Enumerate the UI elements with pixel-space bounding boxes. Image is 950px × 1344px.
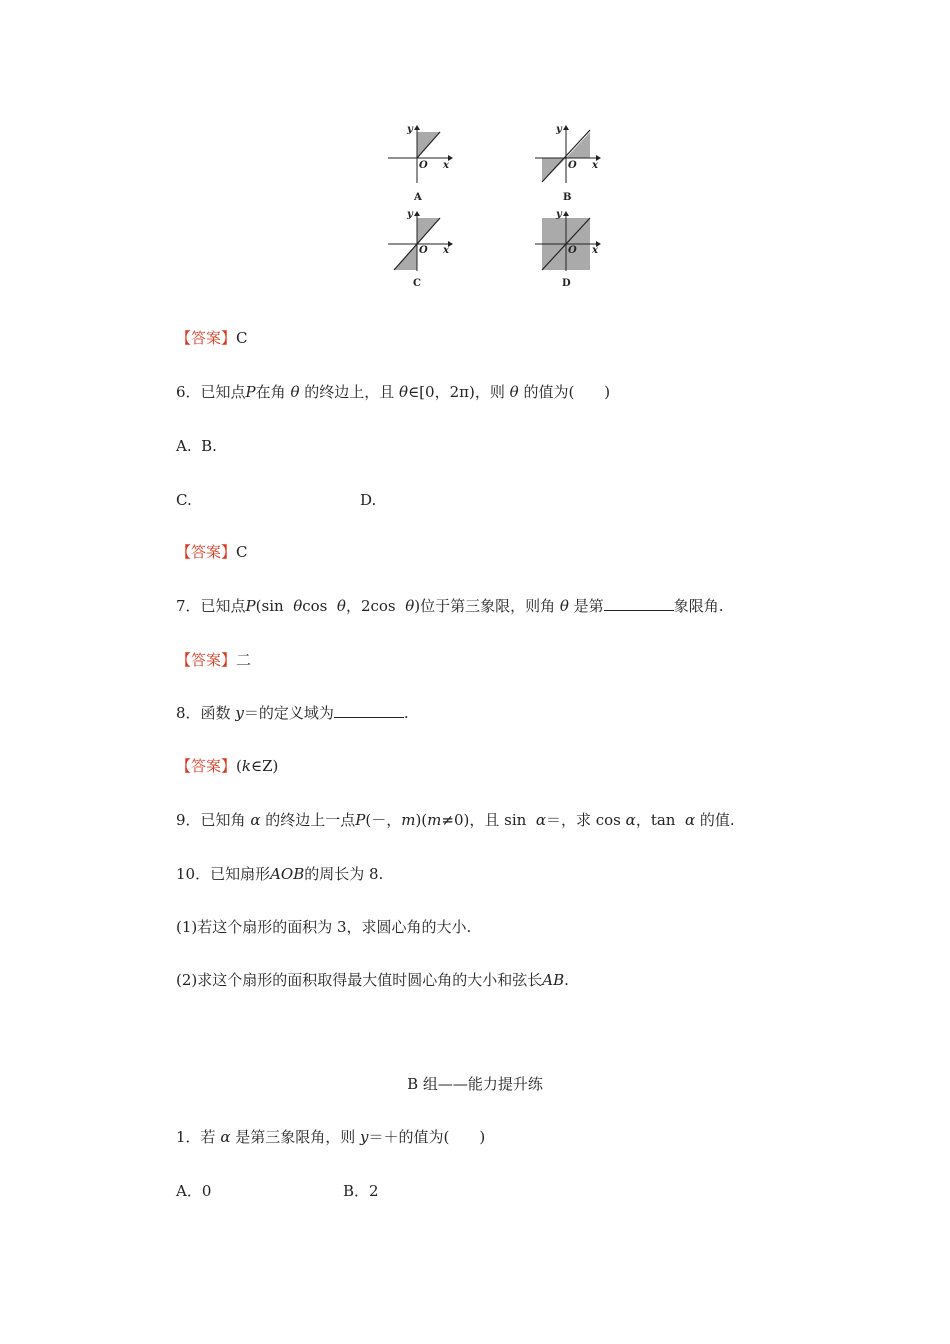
q6-text: 在角: [255, 383, 286, 401]
q7-text: cos: [302, 597, 328, 615]
answer-tag: 【答案】: [176, 329, 237, 347]
q9-text: (－，: [365, 811, 402, 829]
panel-d-y-label: y: [556, 209, 562, 220]
q6-answer: [176, 542, 248, 562]
q7-text: )位于第三象限，则角: [414, 597, 556, 615]
q5-answer: [176, 328, 248, 348]
q6-options-ab: [176, 436, 217, 456]
panel-d-graph: [535, 211, 601, 271]
question-9: [176, 810, 735, 830]
q10-chord-name: AB: [542, 971, 565, 989]
q7-text: ，2cos: [345, 597, 396, 615]
q6-point-p: P: [245, 383, 256, 401]
q6-option-b: B.: [201, 437, 217, 455]
q6-text: 6．已知点: [176, 383, 246, 401]
panel-c-graph: [388, 211, 453, 271]
answer-value: C: [236, 329, 248, 347]
panel-c-label: C: [413, 278, 421, 289]
q9-text: 的终边上一点: [265, 811, 356, 829]
question-b1: [176, 1127, 485, 1147]
q9-alpha: α: [625, 811, 636, 829]
q8-text: 8．函数: [176, 704, 231, 722]
q6-option-c-line: [176, 490, 192, 510]
question-10: [176, 864, 383, 884]
section-title-text: B 组——能力提升练: [407, 1075, 543, 1093]
answer-var-k: k: [241, 757, 251, 775]
panel-a-origin-label: O: [419, 160, 428, 171]
panel-b-x-label: x: [592, 160, 598, 171]
b1-option-b: B．2: [343, 1182, 379, 1200]
question-10-part-1: [176, 917, 471, 937]
panel-c-x-label: x: [443, 245, 449, 256]
q7-text: (sin: [255, 597, 284, 615]
q10-part2-text: (2)求这个扇形的面积取得最大值时圆心角的大小和弦长: [176, 971, 543, 989]
q10-text: 10．已知扇形: [176, 865, 271, 883]
q8-answer: [176, 756, 278, 776]
q7-theta: θ: [405, 597, 415, 615]
q9-text: ，tan: [635, 811, 676, 829]
q10-text: 的周长为 8.: [304, 865, 384, 883]
b1-text: 是第三象限角，则: [235, 1128, 356, 1146]
q8-text: .: [403, 704, 409, 722]
angle-region-figure: [380, 118, 610, 298]
answer-value: C: [236, 543, 248, 561]
q6-text: 的值为( ): [523, 383, 611, 401]
q7-text: 象限角.: [673, 597, 724, 615]
panel-b-graph: [535, 125, 601, 183]
q7-point-p: P: [245, 597, 256, 615]
answer-value: 二: [236, 651, 252, 669]
panel-b-origin-label: O: [568, 160, 577, 171]
panel-c-y-label: y: [407, 209, 413, 220]
q10-sector-name: AOB: [270, 865, 305, 883]
answer-value: ∈Z): [250, 757, 279, 775]
q8-answer-blank: [334, 703, 404, 718]
section-b-title: [0, 1074, 950, 1094]
panel-d-label: D: [562, 278, 571, 289]
panel-a-label: A: [414, 192, 422, 203]
panel-a-x-label: x: [443, 160, 449, 171]
q9-alpha: α: [685, 811, 696, 829]
q9-text: )(: [415, 811, 428, 829]
q9-point-p: P: [355, 811, 366, 829]
angle-region-graphs: [380, 118, 610, 298]
q7-answer: [176, 650, 251, 670]
q9-text: ≠0)，且 sin: [441, 811, 527, 829]
panel-a-y-label: y: [407, 124, 413, 135]
q9-text: 9．已知角: [176, 811, 246, 829]
q8-var-y: y: [235, 704, 244, 722]
q6-theta: θ: [290, 383, 300, 401]
q7-theta: θ: [559, 597, 569, 615]
answer-tag: 【答案】: [176, 651, 237, 669]
b1-var-y: y: [360, 1128, 369, 1146]
q6-option-c: C.: [176, 491, 192, 509]
q6-text: 的终边上，且: [304, 383, 395, 401]
q9-alpha: α: [535, 811, 546, 829]
q9-text: ＝，求 cos: [545, 811, 621, 829]
panel-c-origin-label: O: [419, 245, 428, 256]
answer-tag: 【答案】: [176, 543, 237, 561]
b1-option-b-line: [343, 1181, 379, 1201]
q7-theta: θ: [293, 597, 303, 615]
q6-theta: θ: [509, 383, 519, 401]
question-8: [176, 703, 409, 723]
q9-text: 的值.: [699, 811, 735, 829]
q6-option-d: D.: [360, 491, 377, 509]
q7-text: 7．已知点: [176, 597, 246, 615]
question-7: [176, 596, 723, 616]
question-6: [176, 382, 610, 402]
q9-var-m: m: [427, 811, 442, 829]
panel-b-y-label: y: [556, 124, 562, 135]
b1-option-a: A．0: [176, 1182, 212, 1200]
question-10-part-2: [176, 970, 569, 990]
q8-text: ＝的定义域为: [243, 704, 334, 722]
q9-alpha: α: [250, 811, 261, 829]
b1-text: ＝＋的值为( ): [368, 1128, 486, 1146]
q7-text: 是第: [573, 597, 604, 615]
panel-a-graph: [388, 125, 453, 183]
q7-answer-blank: [604, 596, 674, 611]
answer-tag: 【答案】: [176, 757, 237, 775]
q6-theta: θ: [399, 383, 409, 401]
panel-d-x-label: x: [592, 245, 598, 256]
q7-theta: θ: [336, 597, 346, 615]
q10-part2-text: .: [564, 971, 569, 989]
q9-var-m: m: [401, 811, 416, 829]
q10-part1-text: (1)若这个扇形的面积为 3，求圆心角的大小.: [176, 918, 472, 936]
panel-b-label: B: [563, 192, 572, 203]
b1-alpha: α: [220, 1128, 231, 1146]
b1-text: 1．若: [176, 1128, 216, 1146]
panel-d-origin-label: O: [568, 245, 577, 256]
q6-option-a: A.: [176, 437, 192, 455]
answer-value: (: [236, 757, 242, 775]
b1-option-a-line: [176, 1181, 211, 1201]
q6-text: ∈[0，2π)，则: [408, 383, 505, 401]
q6-option-d-line: [360, 490, 376, 510]
